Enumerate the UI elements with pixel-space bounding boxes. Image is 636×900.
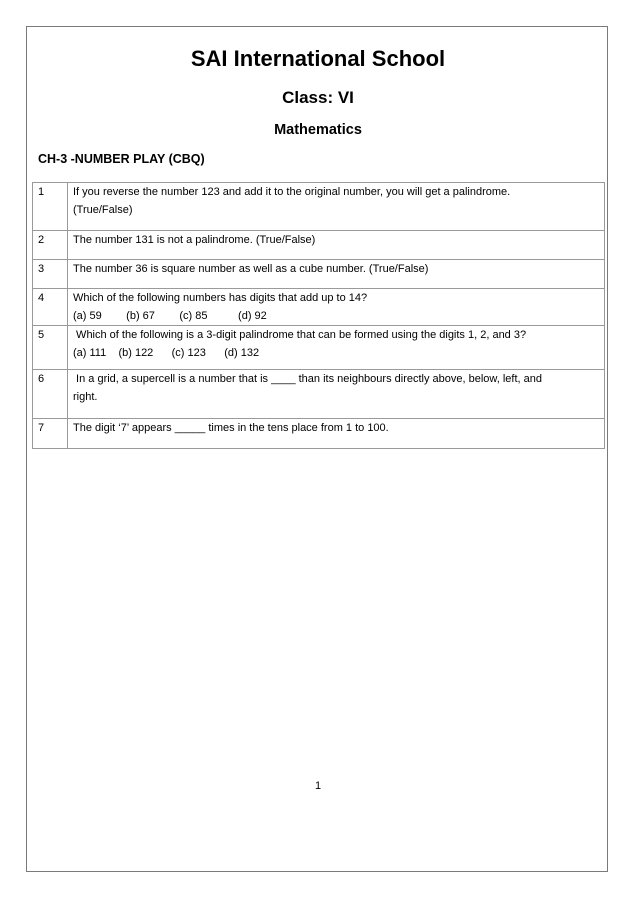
question-options: (a) 111 (b) 122 (c) 123 (d) 132 — [73, 346, 260, 359]
question-line: right. — [73, 390, 98, 403]
table-row — [33, 231, 605, 260]
table-row — [33, 260, 605, 289]
question-text — [68, 370, 605, 419]
question-line: The number 131 is not a palindrome. (True/False) — [73, 234, 316, 246]
question-number: 5 — [33, 326, 68, 370]
question-number: 4 — [33, 289, 68, 326]
table-row — [33, 419, 605, 449]
question-line: (True/False) — [73, 203, 133, 216]
question-text — [68, 326, 605, 370]
question-line: Which of the following numbers has digits that add up to 14? — [73, 292, 368, 304]
questions-table — [32, 182, 605, 449]
question-text — [68, 183, 605, 231]
question-number: 1 — [33, 183, 68, 231]
question-line: Which of the following is a 3-digit palindrome that can be formed using the digits 1, 2, and 3? — [73, 329, 527, 341]
table-row — [33, 370, 605, 419]
question-line: The number 36 is square number as well as a cube number. (True/False) — [73, 263, 429, 275]
question-line: In a grid, a supercell is a number that is ____ than its neighbours directly above, below, left, and — [73, 373, 542, 385]
question-number: 3 — [33, 260, 68, 289]
page-number: 1 — [314, 780, 322, 792]
question-text — [68, 260, 605, 289]
question-options: (a) 59 (b) 67 (c) 85 (d) 92 — [73, 309, 267, 322]
class-heading: Class: VI — [282, 88, 354, 107]
question-text — [68, 419, 605, 449]
chapter-title: CH-3 -NUMBER PLAY (CBQ) — [38, 152, 205, 166]
question-text — [68, 289, 605, 326]
table-row — [33, 326, 605, 370]
question-line: The digit ‘7’ appears _____ times in the tens place from 1 to 100. — [73, 422, 389, 434]
question-number: 2 — [33, 231, 68, 260]
question-number: 6 — [33, 370, 68, 419]
subject-heading: Mathematics — [274, 122, 362, 138]
school-name: SAI International School — [190, 46, 446, 71]
table-row — [33, 289, 605, 326]
question-line: If you reverse the number 123 and add it to the original number, you will get a palindrome. — [73, 186, 511, 198]
question-text — [68, 231, 605, 260]
question-number: 7 — [33, 419, 68, 449]
table-row — [33, 183, 605, 231]
